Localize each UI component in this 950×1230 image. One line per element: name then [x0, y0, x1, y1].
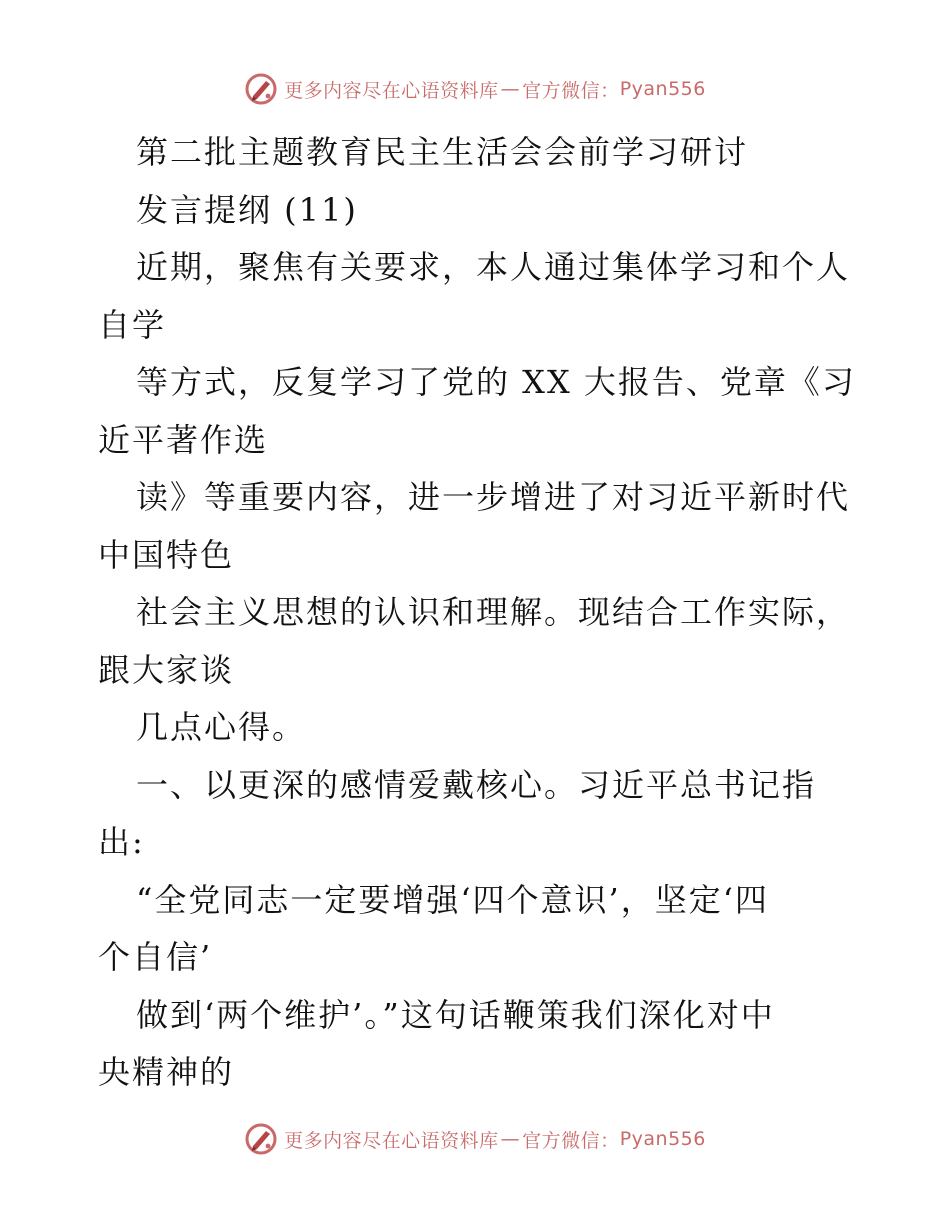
pen-logo-icon [244, 72, 278, 106]
watermark-separator: — [500, 1128, 521, 1150]
text-line: 央精神的 [98, 1053, 235, 1091]
text-line: 做到‘两个维护’。”这句话鞭策我们深化对中 [136, 995, 775, 1034]
text-line: 读》等重要内容，进一步增进了对习近平新时代 [136, 478, 851, 516]
pen-logo-icon [244, 1122, 278, 1156]
watermark-wechat-label: 官方微信： [522, 1129, 620, 1152]
text-line: 个自信’ [98, 938, 213, 976]
document-body [98, 124, 858, 1102]
watermark-wechat-label: 官方微信： [522, 79, 620, 102]
text-line: 近期，聚焦有关要求，本人通过集体学习和个人 [136, 248, 851, 286]
text-line: 出: [98, 823, 145, 861]
text-line: 中国特色 [98, 535, 235, 574]
watermark-separator: — [500, 78, 521, 100]
watermark-wechat-id: Pyan556 [619, 78, 706, 100]
watermark-wechat-id: Pyan556 [619, 1128, 706, 1150]
text-line: 跟大家谈 [98, 650, 235, 689]
text-line: 自学 [98, 305, 167, 344]
watermark-text: 更多内容尽在心语资料库 [284, 1129, 499, 1152]
text-line: 一、以更深的感情爱戴核心。习近平总书记指 [136, 765, 817, 804]
watermark-footer [0, 1122, 950, 1156]
watermark-text: 更多内容尽在心语资料库 [284, 79, 499, 102]
text-line: 社会主义思想的认识和理解。现结合工作实际， [136, 593, 851, 631]
text-line: 第二批主题教育民主生活会会前学习研讨 [136, 133, 749, 171]
text-line: 等方式，反复学习了党的 XX 大报告、党章《习 [136, 363, 856, 401]
text-line: 几点心得。 [136, 708, 307, 746]
watermark-header [0, 72, 950, 106]
text-line: “全党同志一定要增强‘四个意识’，坚定‘四 [136, 880, 769, 919]
text-line: 发言提纲 (11) [136, 190, 358, 229]
text-line: 近平著作选 [98, 420, 269, 459]
